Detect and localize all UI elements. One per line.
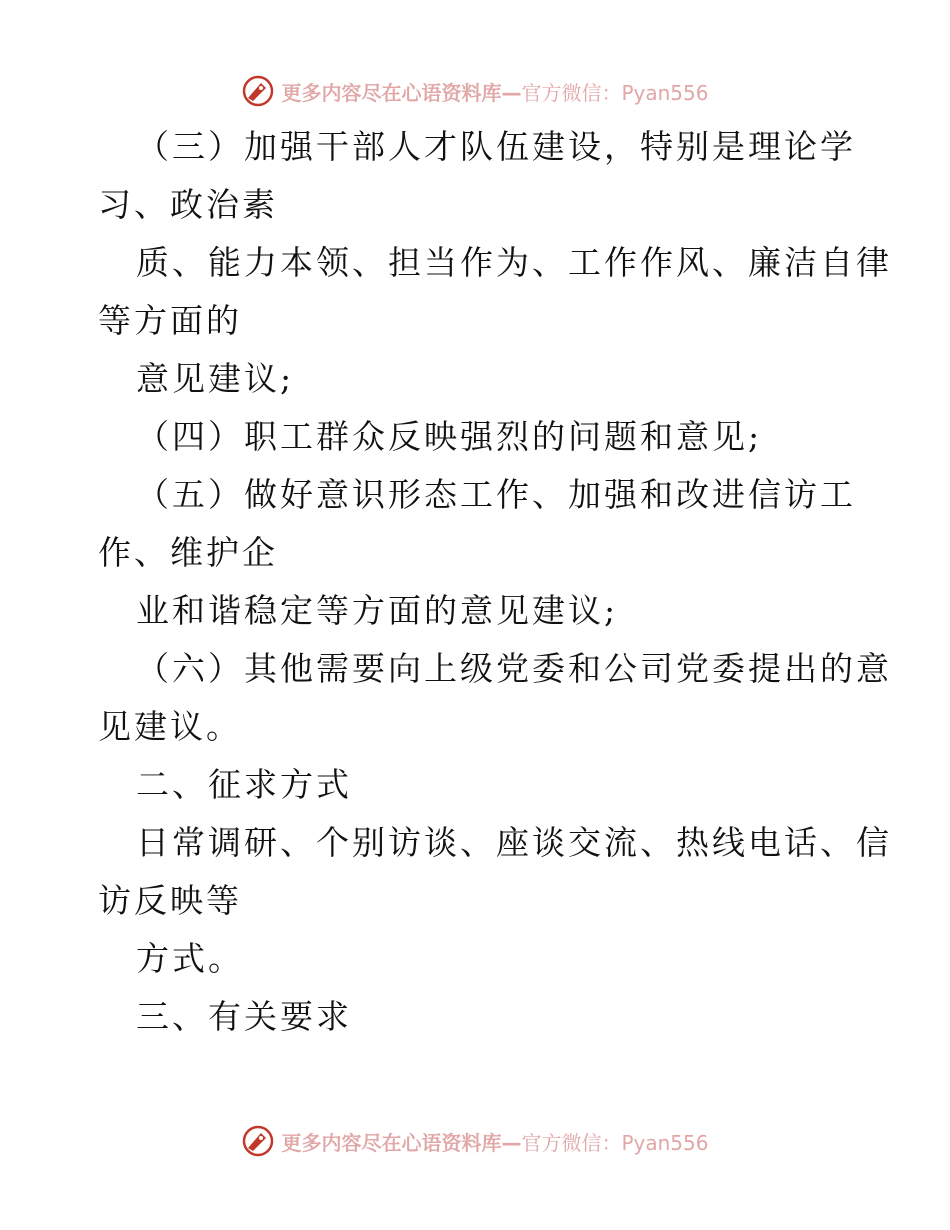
paragraph-line: 业和谐稳定等方面的意见建议;	[136, 591, 619, 630]
paragraph-line: 见建议。	[98, 707, 242, 746]
paragraph-line: 质、能力本领、担当作为、工作作风、廉洁自律	[136, 243, 892, 282]
paragraph-line: 日常调研、个别访谈、座谈交流、热线电话、信	[136, 823, 892, 862]
paragraph-line: 习、政治素	[98, 185, 278, 224]
pen-nib-icon	[241, 74, 275, 108]
paragraph-line: 方式。	[136, 939, 244, 978]
footer-banner	[0, 1121, 950, 1161]
section-heading: 三、有关要求	[136, 997, 352, 1036]
paragraph-line: （四）职工群众反映强烈的问题和意见;	[136, 417, 763, 456]
banner-text: 更多内容尽在心语资料库—官方微信：Pyan556	[281, 80, 709, 105]
header-banner	[0, 71, 950, 111]
paragraph-line: 作、维护企	[98, 533, 278, 572]
paragraph-line: 意见建议;	[136, 359, 295, 398]
paragraph-line: （三）加强干部人才队伍建设，特别是理论学	[136, 127, 856, 166]
paragraph-line: （六）其他需要向上级党委和公司党委提出的意	[136, 649, 892, 688]
paragraph-line: 访反映等	[98, 881, 242, 920]
section-heading: 二、征求方式	[136, 765, 352, 804]
paragraph-line: 等方面的	[98, 301, 242, 340]
banner-text: 更多内容尽在心语资料库—官方微信：Pyan556	[281, 1130, 709, 1155]
pen-nib-icon	[241, 1124, 275, 1158]
paragraph-line: （五）做好意识形态工作、加强和改进信访工	[136, 475, 856, 514]
